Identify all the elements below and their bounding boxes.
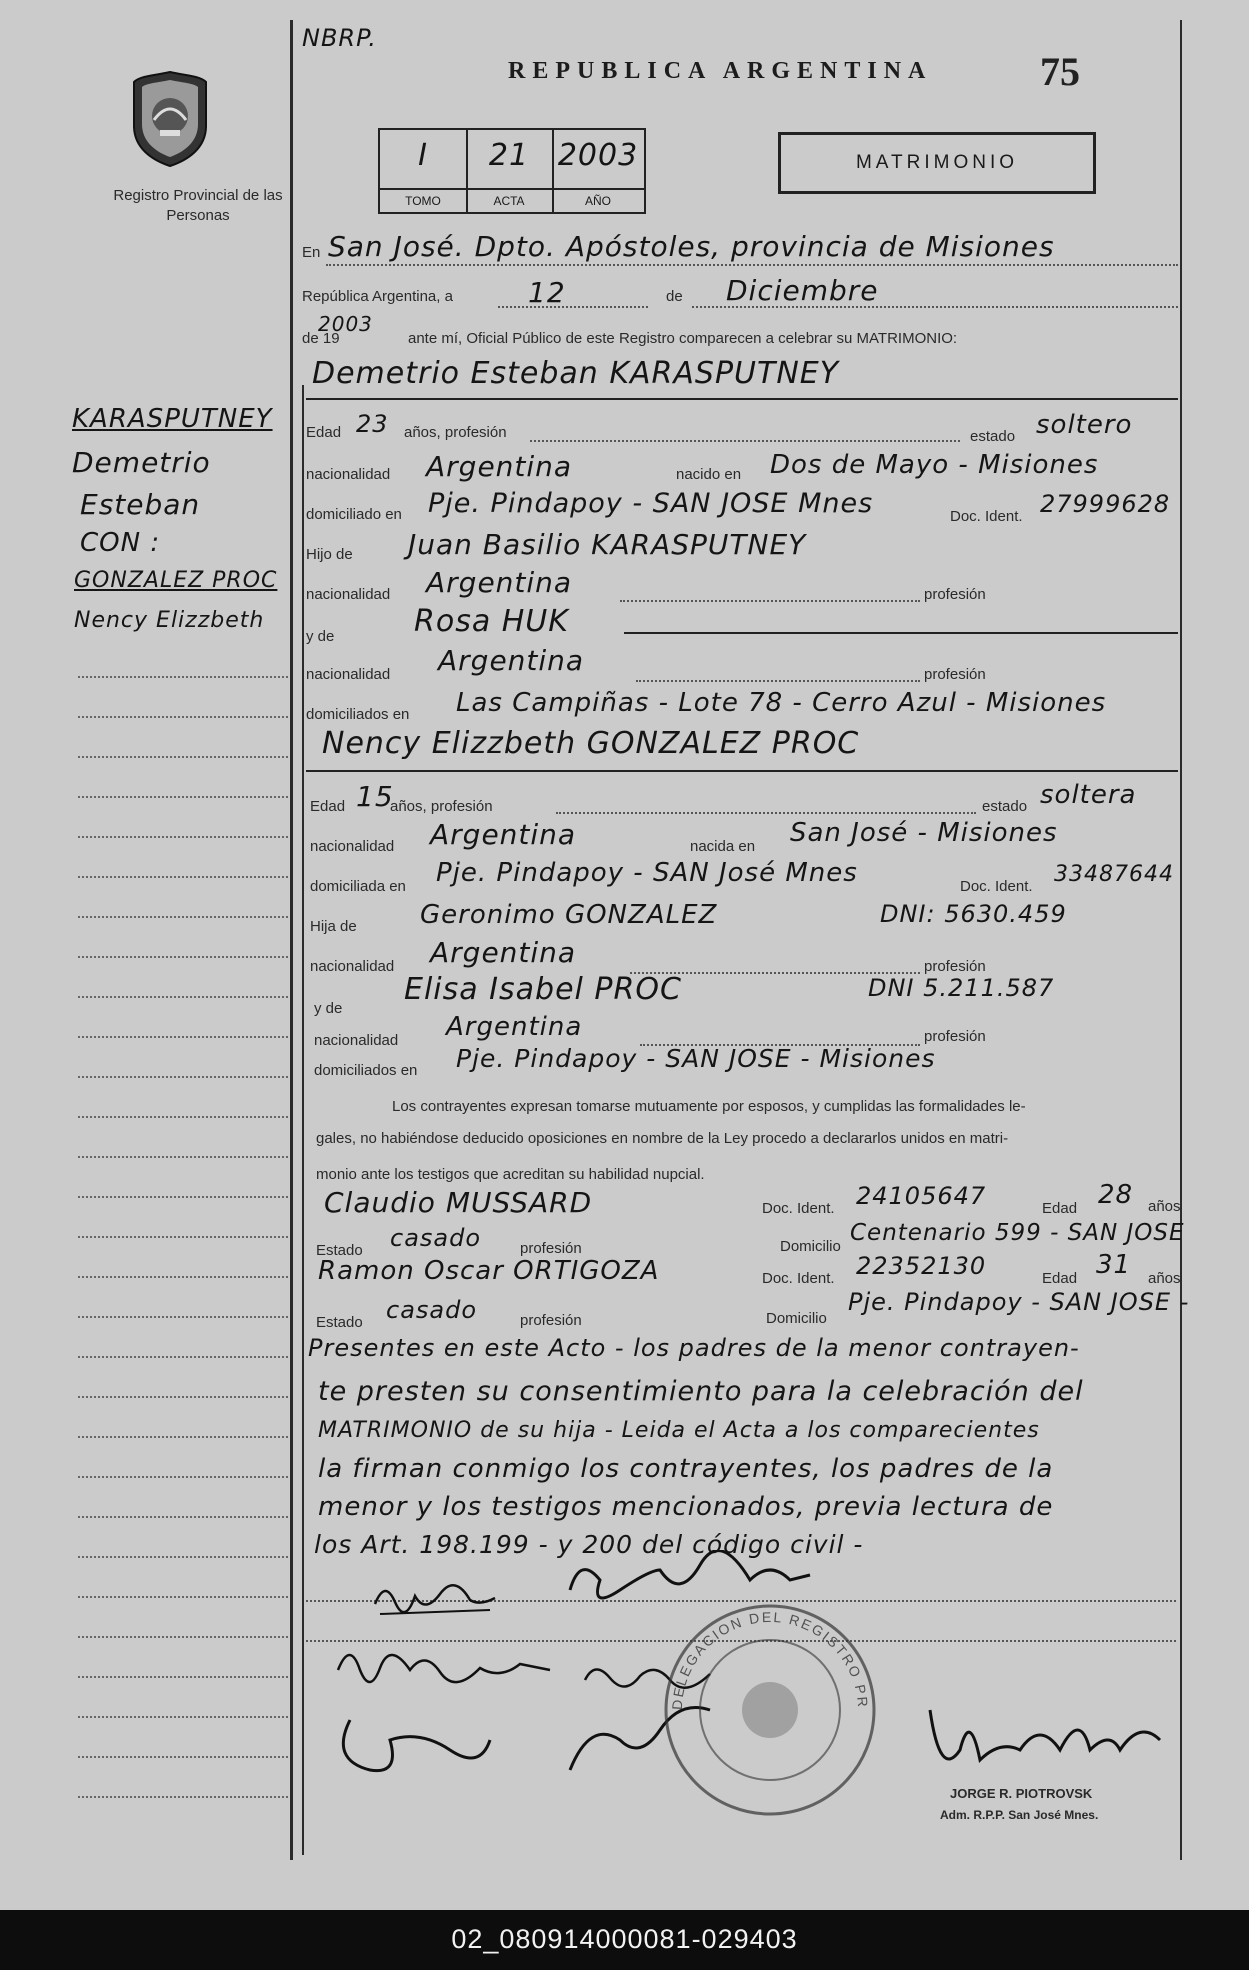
witness-1-address: Centenario 599 - SAN JOSE	[850, 1220, 1185, 1246]
margin-name-line: CON :	[80, 528, 161, 558]
bride-status: soltera	[1040, 780, 1137, 810]
bride-nacionalidad-label: nacionalidad	[310, 838, 395, 855]
registry-seal	[660, 1600, 880, 1825]
margin-name-line: GONZALEZ PROC	[74, 568, 278, 593]
bride-doc-label: Doc. Ident.	[960, 878, 1033, 895]
bride-mother: Elisa Isabel PROC	[404, 972, 682, 1007]
margin-ruled-line	[78, 1236, 288, 1238]
groom-parents-address: Las Campiñas - Lote 78 - Cerro Azul - Misiones	[456, 688, 1107, 718]
bride-mother-profesion-label: profesión	[924, 1028, 986, 1045]
groom-mother-nationality: Argentina	[438, 644, 585, 677]
margin-name-line: Demetrio	[72, 446, 211, 479]
margin-ruled-line	[78, 1396, 288, 1398]
ano-value: 2003	[557, 138, 639, 173]
witness-1-doc-label: Doc. Ident.	[762, 1200, 835, 1217]
margin-ruled-line	[78, 1356, 288, 1358]
groom-father-nat-label: nacionalidad	[306, 586, 391, 603]
margin-ruled-line	[78, 1716, 288, 1718]
province-emblem-icon	[130, 68, 210, 173]
left-column-rule	[290, 20, 293, 1860]
groom-status: soltero	[1036, 410, 1133, 440]
margin-ruled-line	[78, 1196, 288, 1198]
bride-doc: 33487644	[1054, 862, 1174, 887]
margin-ruled-line	[78, 1476, 288, 1478]
margin-ruled-line	[78, 756, 288, 758]
margin-ruled-line	[78, 1036, 288, 1038]
official-signature	[920, 1690, 1170, 1795]
margin-ruled-line	[78, 916, 288, 918]
bride-signature	[330, 1640, 560, 1705]
margin-ruled-line	[78, 1116, 288, 1118]
fill-line	[624, 632, 1178, 634]
witness-2-edad-label: Edad	[1042, 1270, 1078, 1287]
margin-name-line: KARASPUTNEY	[72, 404, 273, 434]
tomo-label: TOMO	[380, 188, 466, 212]
bride-mother-nationality: Argentina	[446, 1012, 583, 1042]
witness-2-doc: 22352130	[856, 1252, 987, 1280]
witness-1-doc: 24105647	[856, 1182, 987, 1210]
groom-mother-profesion-label: profesión	[924, 666, 986, 683]
note-line: Presentes en este Acto - los padres de la menor contrayen-	[308, 1334, 1080, 1362]
bride-age: 15	[356, 780, 394, 813]
bride-father-nat-label: nacionalidad	[310, 958, 395, 975]
year-value: 2003	[318, 312, 373, 336]
groom-mother: Rosa HUK	[414, 604, 569, 639]
witness-2-status: casado	[386, 1296, 478, 1324]
dotted-line	[530, 440, 960, 442]
formula-text: ante mí, Oficial Público de este Registro comparecen a celebrar su MATRIMONIO:	[408, 330, 958, 347]
groom-father: Juan Basilio KARASPUTNEY	[408, 528, 807, 561]
groom-yde-label: y de	[306, 628, 335, 645]
margin-ruled-line	[78, 796, 288, 798]
note-line: menor y los testigos mencionados, previa lectura de	[318, 1492, 1054, 1522]
witness-1-status: casado	[390, 1224, 482, 1252]
bride-edad-label: Edad	[310, 798, 346, 815]
scan-footer	[0, 1910, 1249, 1970]
acta-label: ACTA	[466, 188, 552, 212]
margin-ruled-line	[78, 1076, 288, 1078]
margin-ruled-line	[78, 1676, 288, 1678]
dotted-line	[498, 306, 648, 308]
bride-birthplace: San José - Misiones	[790, 818, 1058, 848]
en-label: En	[302, 244, 321, 261]
dotted-line	[636, 680, 920, 682]
bride-mother-nat-label: nacionalidad	[314, 1032, 399, 1049]
reference-code: NBRP.	[302, 24, 377, 52]
acta-cell	[466, 130, 554, 212]
margin-ruled-line	[78, 1796, 288, 1798]
bride-yde-label: y de	[314, 1000, 343, 1017]
groom-separator	[306, 398, 1178, 400]
bride-address: Pje. Pindapoy - SAN José Mnes	[436, 858, 858, 888]
witness-2-address: Pje. Pindapoy - SAN JOSE -	[848, 1288, 1190, 1316]
groom-mother-nat-label: nacionalidad	[306, 666, 391, 683]
witness-1-domicilio-label: Domicilio	[780, 1238, 841, 1255]
bride-nacida-label: nacida en	[690, 838, 756, 855]
witness-1-signature	[330, 1700, 500, 1785]
margin-ruled-line	[78, 1316, 288, 1318]
acta-value: 21	[488, 138, 530, 173]
bride-nationality: Argentina	[430, 818, 577, 851]
witness-2-estado-label: Estado	[316, 1314, 363, 1331]
bride-father: Geronimo GONZALEZ	[420, 900, 718, 930]
bride-estado-label: estado	[982, 798, 1028, 815]
groom-birthplace: Dos de Mayo - Misiones	[770, 450, 1099, 480]
witness-1-name: Claudio MUSSARD	[324, 1186, 593, 1219]
groom-name: Demetrio Esteban KARASPUTNEY	[312, 356, 840, 391]
ano-cell	[552, 130, 644, 212]
margin-ruled-line	[78, 836, 288, 838]
tomo-value: I	[418, 138, 428, 173]
bride-hija-label: Hija de	[310, 918, 357, 935]
bride-parents-address: Pje. Pindapoy - SAN JOSE - Misiones	[456, 1044, 936, 1073]
official-stamp-title: Adm. R.P.P. San José Mnes.	[940, 1808, 1099, 1822]
margin-ruled-line	[78, 1756, 288, 1758]
margin-name-line: Nency Elizzbeth	[74, 608, 265, 633]
tomo-cell	[380, 130, 468, 212]
groom-profession-label: años, profesión	[404, 424, 507, 441]
month-value: Diciembre	[726, 274, 879, 307]
margin-ruled-line	[78, 1516, 288, 1518]
margin-name-line: Esteban	[80, 488, 201, 521]
margin-ruled-line	[78, 1636, 288, 1638]
bride-father-profesion-label: profesión	[924, 958, 986, 975]
groom-doc: 27999628	[1040, 490, 1171, 518]
witness-2-domicilio-label: Domicilio	[766, 1310, 827, 1327]
groom-father-profesion-label: profesión	[924, 586, 986, 603]
groom-doc-label: Doc. Ident.	[950, 508, 1023, 525]
groom-nationality: Argentina	[426, 450, 573, 483]
right-margin-rule	[1180, 20, 1182, 1860]
bride-profession-label: años, profesión	[390, 798, 493, 815]
dotted-line	[326, 264, 1178, 266]
seal-text: DELEGACION DEL REGISTRO PR	[668, 1608, 872, 1711]
record-id-box	[378, 128, 646, 214]
witness-2-profesion-label: profesión	[520, 1312, 582, 1329]
bride-father-dni: DNI: 5630.459	[880, 900, 1067, 928]
margin-ruled-line	[78, 956, 288, 958]
dotted-line	[556, 812, 976, 814]
groom-domiciliado-label: domiciliado en	[306, 506, 402, 523]
bride-domiciliada-label: domiciliada en	[310, 878, 406, 895]
bride-father-nationality: Argentina	[430, 936, 577, 969]
month-de-label: de	[666, 288, 683, 305]
groom-domiciliados-label: domiciliados en	[306, 706, 410, 723]
margin-ruled-line	[78, 996, 288, 998]
groom-nacido-label: nacido en	[676, 466, 742, 483]
place-value: San José. Dpto. Apóstoles, provincia de Misiones	[328, 230, 1055, 263]
margin-ruled-line	[78, 1556, 288, 1558]
country-heading: REPUBLICA ARGENTINA	[508, 58, 933, 84]
bride-separator	[306, 770, 1178, 772]
margin-ruled-line	[78, 1596, 288, 1598]
margin-ruled-line	[78, 716, 288, 718]
margin-ruled-line	[78, 1436, 288, 1438]
ano-label: AÑO	[552, 188, 644, 212]
scan-id: 02_080914000081-029403	[451, 1924, 798, 1954]
year-de-label: de 19	[302, 330, 340, 347]
record-type-box: MATRIMONIO	[778, 132, 1096, 194]
margin-ruled-line	[78, 1276, 288, 1278]
republica-label: República Argentina, a	[302, 288, 453, 305]
note-line: MATRIMONIO de su hija - Leida el Acta a los comparecientes	[318, 1418, 1040, 1443]
groom-edad-label: Edad	[306, 424, 342, 441]
bride-domiciliados-label: domiciliados en	[314, 1062, 418, 1079]
note-line: la firman conmigo los contrayentes, los padres de la	[318, 1454, 1054, 1484]
dotted-line	[692, 306, 1178, 308]
bride-mother-dni: DNI 5.211.587	[868, 974, 1055, 1002]
margin-ruled-line	[78, 676, 288, 678]
official-stamp-name: JORGE R. PIOTROVSK	[950, 1786, 1093, 1801]
note-line: te presten su consentimiento para la celebración del	[318, 1376, 1084, 1407]
groom-father-nationality: Argentina	[426, 566, 573, 599]
witness-2-anos-label: años	[1148, 1270, 1181, 1287]
groom-nacionalidad-label: nacionalidad	[306, 466, 391, 483]
witness-1-anos-label: años	[1148, 1198, 1181, 1215]
witness-1-profesion-label: profesión	[520, 1240, 582, 1257]
content-rule	[302, 385, 304, 1855]
legal-text-line: monio ante los testigos que acreditan su habilidad nupcial.	[316, 1166, 705, 1183]
witness-2-name: Ramon Oscar ORTIGOZA	[318, 1256, 660, 1286]
witness-1-age: 28	[1098, 1180, 1134, 1210]
bride-name: Nency Elizzbeth GONZALEZ PROC	[322, 726, 860, 761]
witness-1-estado-label: Estado	[316, 1242, 363, 1259]
margin-ruled-line	[78, 876, 288, 878]
groom-hijo-label: Hijo de	[306, 546, 353, 563]
legal-text-line: gales, no habiéndose deducido oposiciones en nombre de la Ley procedo a declararlos unidos en matri-	[316, 1130, 1009, 1147]
groom-estado-label: estado	[970, 428, 1016, 445]
groom-address: Pje. Pindapoy - SAN JOSE Mnes	[428, 488, 874, 519]
page-number: 75	[1040, 49, 1080, 94]
witness-1-edad-label: Edad	[1042, 1200, 1078, 1217]
legal-text-line: Los contrayentes expresan tomarse mutuamente por esposos, y cumplidas las formalidades le-	[392, 1098, 1026, 1115]
witness-2-age: 31	[1096, 1250, 1132, 1280]
day-value: 12	[528, 276, 566, 309]
witness-2-doc-label: Doc. Ident.	[762, 1270, 835, 1287]
note-line: los Art. 198.199 - y 200 del código civil -	[314, 1530, 864, 1559]
registry-name: Registro Provincial de las Personas	[113, 187, 283, 224]
margin-ruled-line	[78, 1156, 288, 1158]
groom-age: 23	[356, 410, 389, 438]
groom-signature	[370, 1574, 500, 1629]
dotted-line	[620, 600, 920, 602]
